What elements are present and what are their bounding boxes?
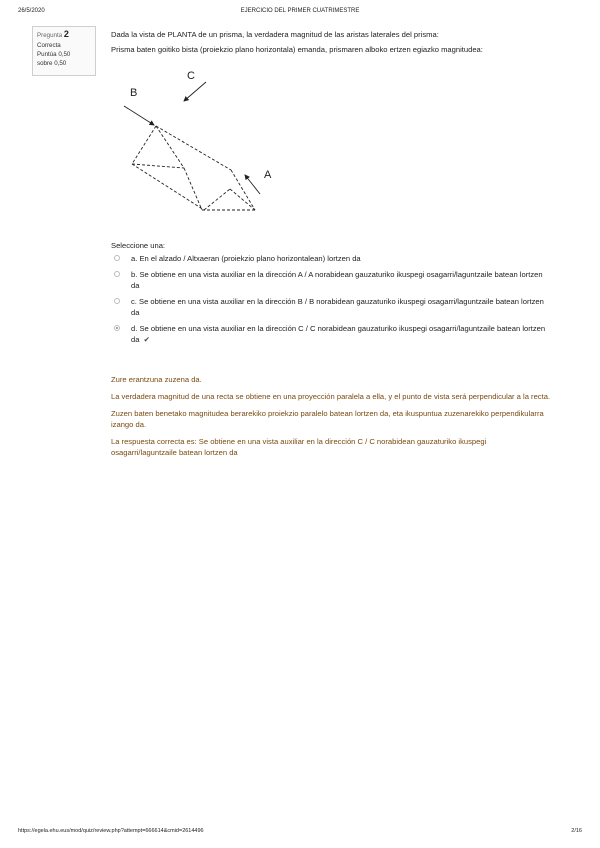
option-b-radio[interactable] (114, 271, 120, 277)
question-text (111, 29, 551, 59)
print-footer (18, 828, 582, 838)
print-url: https://egela.ehu.eus/mod/quiz/review.php?attempt=666614&cmid=2614496 (18, 828, 204, 834)
option-d-label: d. Se obtiene en una vista auxiliar en la dirección C / C norabidean gauzaturiko ikuspegi osagarri/laguntzaile batean lortzen da (131, 324, 546, 344)
answer-block (111, 240, 551, 350)
question-state: Correcta (37, 42, 61, 49)
print-page-number: 2/16 (571, 828, 582, 834)
prism-plan-figure (118, 64, 288, 219)
option-a-label: a. En el alzado / Altxaeran (proiekzio plano horizontalean) lortzen da (131, 254, 361, 263)
print-header (18, 8, 582, 18)
question-label: Pregunta (37, 32, 63, 39)
option-a[interactable] (111, 253, 551, 264)
arrow-b (124, 106, 154, 125)
option-d[interactable] (111, 323, 551, 345)
prism-edges (132, 126, 255, 210)
arrow-c (184, 82, 206, 101)
print-date: 26/5/2020 (18, 8, 45, 14)
option-b-label: b. Se obtiene en una vista auxiliar en la dirección A / A norabidean gauzaturiko ikuspegi osagarri/laguntzaile batean lortzen da (131, 270, 543, 290)
feedback-result: Zure erantzuna zuzena da. (111, 375, 202, 384)
print-title: EJERCICIO DEL PRIMER CUATRIMESTRE (240, 8, 360, 14)
label-a: A (264, 169, 272, 181)
question-text-eu: Prisma baten goitiko bista (proiekzio plano horizontala) emanda, prismaren alboko ertzen egiazko magnitudea: (111, 45, 483, 54)
question-number: 2 (63, 29, 69, 39)
label-c: C (187, 70, 195, 82)
question-info-box (32, 26, 96, 76)
question-grade-line1: Puntúa 0,50 (37, 51, 71, 58)
option-c-label: c. Se obtiene en una vista auxiliar en la dirección B / B norabidean gauzaturiko ikuspegi osagarri/laguntzaile batean lortzen da (131, 297, 544, 317)
option-b[interactable] (111, 269, 551, 291)
arrow-a (245, 175, 260, 194)
feedback-explanation-eu: Zuzen baten benetako magnitudea berarekiko proiekzio paralelo batean lortzen da, eta ikuspuntua zuzenarekiko perpendikularra izango da. (111, 409, 544, 429)
answer-prompt: Seleccione una: (111, 241, 166, 250)
check-icon: ✔ (143, 335, 150, 344)
label-b: B (130, 87, 138, 99)
feedback-explanation-es: La verdadera magnitud de una recta se obtiene en una proyección paralela a ella, y el punto de vista será perpendicular a la recta. (111, 392, 551, 401)
option-a-radio[interactable] (114, 255, 120, 261)
feedback-block (111, 374, 551, 464)
question-text-es: Dada la vista de PLANTA de un prisma, la verdadera magnitud de las aristas laterales del prisma: (111, 30, 439, 39)
option-c-radio[interactable] (114, 298, 120, 304)
question-grade-line2: sobre 0,50 (37, 60, 67, 67)
option-c[interactable] (111, 296, 551, 318)
feedback-correct-answer: La respuesta correcta es: Se obtiene en una vista auxiliar en la dirección C / C norabidean gauzaturiko ikuspegi osagarri/laguntzaile batean lortzen da (111, 437, 487, 457)
option-d-radio[interactable] (114, 325, 120, 331)
